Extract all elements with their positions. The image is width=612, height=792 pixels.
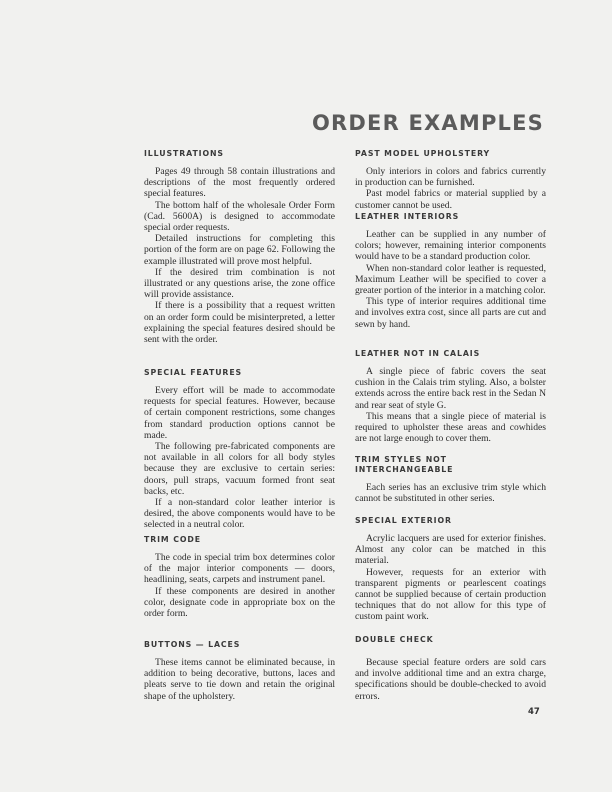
paragraph: Only interiors in colors and fabrics currently in production can be furnished.	[355, 166, 546, 189]
page-title: ORDER EXAMPLES	[311, 111, 544, 135]
paragraph: The code in special trim box determines color of the major interior components — doors, headlining, seats, carpets and instrument panel.	[144, 552, 335, 586]
section-heading: PAST MODEL UPHOLSTERY	[355, 149, 491, 158]
section-heading: TRIM STYLES NOT INTERCHANGEABLE	[355, 455, 454, 474]
paragraph: If there is a possibility that a request written on an order form could be misinterpreted, a letter explaining the special features desired should be sent with the order.	[144, 300, 335, 346]
paragraph: Pages 49 through 58 contain illustrations and descriptions of the most frequently ordered special features.	[144, 166, 335, 200]
paragraph: However, requests for an exterior with transparent pigments or pearlescent coatings cannot be supplied because of certain production techniques that do not allow for this type of custom paint work.	[355, 566, 546, 623]
paragraph: This means that a single piece of material is required to upholster these areas and cowhides are not large enough to cover them.	[355, 410, 546, 445]
paragraph: When non-standard color leather is requested, Maximum Leather will be specified to cover a greater portion of the interior in a matching color.	[355, 262, 546, 297]
section-heading: BUTTONS — LACES	[144, 640, 241, 649]
paragraph: This type of interior requires additional time and involves extra cost, since all parts are cut and sewn by hand.	[355, 296, 546, 330]
paragraph: Leather can be supplied in any number of colors; however, remaining interior components would have to be a standard production color.	[355, 229, 546, 263]
section-double-check	[355, 635, 546, 702]
section-special-features	[144, 368, 335, 531]
section-heading: SPECIAL FEATURES	[144, 368, 243, 377]
section-trim-code	[144, 535, 335, 619]
paragraph: Each series has an exclusive trim style which cannot be substituted in other series.	[355, 482, 546, 505]
section-heading: DOUBLE CHECK	[355, 635, 434, 644]
section-buttons-laces	[144, 640, 335, 702]
paragraph: If these components are desired in another color, designate code in appropriate box on the order form.	[144, 585, 335, 620]
section-leather-not-in-calais	[355, 349, 546, 444]
page-number: 47	[528, 707, 540, 717]
paragraph: The bottom half of the wholesale Order Form (Cad. 5600A) is designed to accommodate special order requests.	[144, 199, 335, 234]
section-leather-interiors	[355, 212, 546, 330]
section-heading: ILLUSTRATIONS	[144, 149, 224, 158]
section-illustrations	[144, 149, 335, 345]
section-trim-styles-not-interchangeable	[355, 455, 546, 504]
paragraph: These items cannot be eliminated because, in addition to being decorative, buttons, laces and pleats serve to tie down and retain the original shape of the upholstery.	[144, 657, 335, 702]
paragraph: The following pre-fabricated components are not available in all colors for all body styles because they are exclusive to certain series: doors, pull straps, vacuum formed front seat backs, etc.	[144, 441, 335, 497]
paragraph: Detailed instructions for completing this portion of the form are on page 62. Following the example illustrated will prove most helpful.	[144, 233, 335, 267]
paragraph: Acrylic lacquers are used for exterior finishes. Almost any color can be matched in this material.	[355, 533, 546, 567]
section-special-exterior	[355, 516, 546, 623]
section-heading: TRIM CODE	[144, 535, 201, 544]
section-past-model-upholstery	[355, 149, 546, 211]
section-heading: LEATHER NOT IN CALAIS	[355, 349, 481, 358]
paragraph: If a non-standard color leather interior is desired, the above components would have to be selected in a neutral color.	[144, 497, 335, 531]
paragraph: Because special feature orders are sold cars and involve additional time and an extra charge, specifications should be double-checked to avoid errors.	[355, 657, 546, 702]
paragraph: If the desired trim combination is not illustrated or any questions arise, the zone office will provide assistance.	[144, 266, 335, 301]
section-heading: SPECIAL EXTERIOR	[355, 516, 452, 525]
paragraph: Every effort will be made to accommodate requests for special features. However, because of certain component restrictions, some changes from standard production options cannot be made.	[144, 385, 335, 441]
paragraph: Past model fabrics or material supplied by a customer cannot be used.	[355, 188, 546, 211]
section-heading: LEATHER INTERIORS	[355, 212, 460, 221]
paragraph: A single piece of fabric covers the seat cushion in the Calais trim styling. Also, a bolster extends across the entire back rest in the Sedan N and rear seat of style G.	[355, 366, 546, 411]
